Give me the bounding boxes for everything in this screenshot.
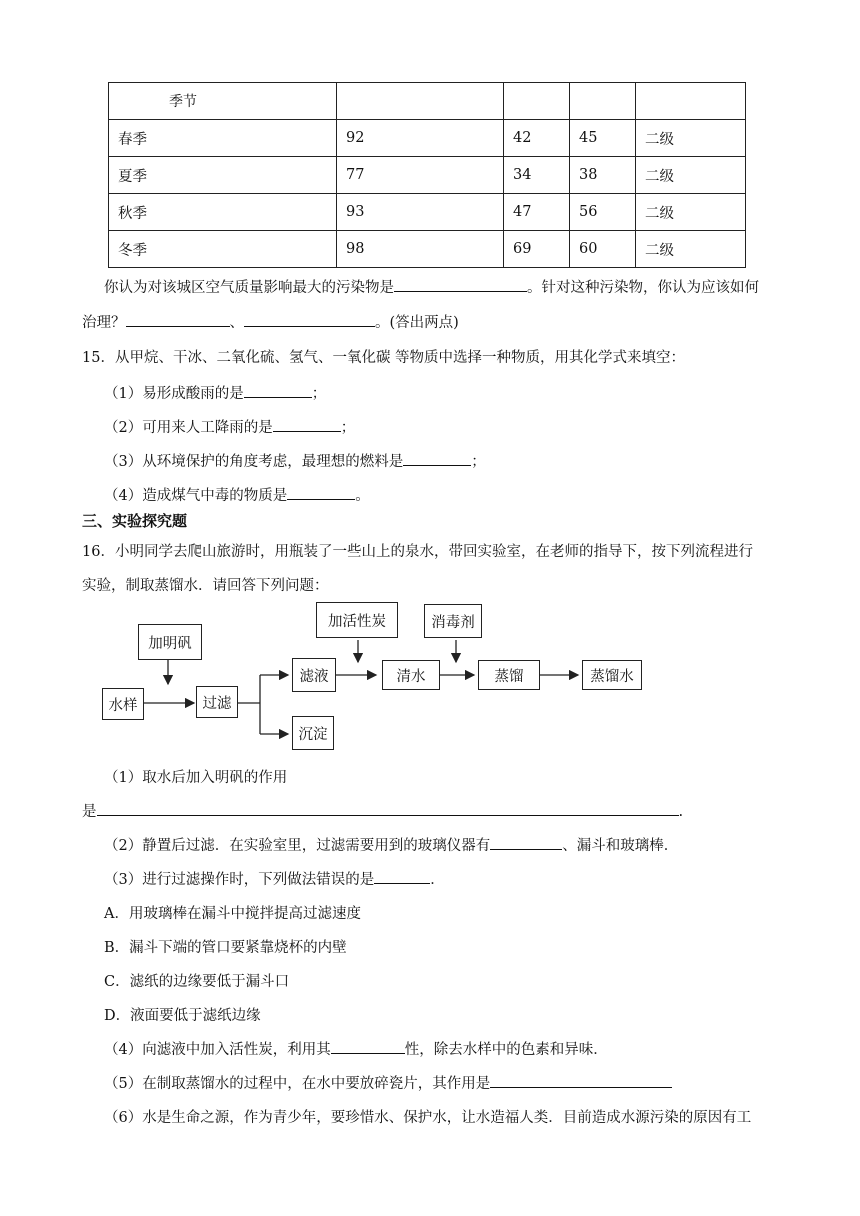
option-a: A．用玻璃棒在漏斗中搅拌提高过滤速度 [104,906,361,922]
q16-stem: 实验，制取蒸馏水．请回答下列问题： [82,578,329,594]
answer-blank[interactable] [374,869,430,884]
q14-text: 、 [229,315,244,331]
table-cell: 二级 [636,231,746,268]
section-title: 三、实验探究题 [82,512,188,530]
table-cell: 42 [504,120,570,157]
table-cell: 春季 [109,120,337,157]
option-b: B．漏斗下端的管口要紧靠烧杯的内壁 [104,940,347,956]
option-c: C．滤纸的边缘要低于漏斗口 [104,974,290,990]
flow-box-clear-water: 清水 [382,660,440,690]
q15-item-text: （2）可用来人工降雨的是 [104,420,273,436]
q16-text: 性，除去水样中的色素和异味． [404,1042,608,1058]
q16-part4 [104,1038,608,1059]
q16-part3 [104,868,445,889]
q14-text: 你认为对该城区空气质量影响最大的污染物是 [104,280,394,296]
answer-blank[interactable] [97,801,679,816]
answer-blank[interactable] [490,1073,672,1088]
flow-box-filtrate: 滤液 [292,658,336,692]
flow-box-carbon: 加活性炭 [316,602,398,638]
q16-text: . [678,804,684,820]
q16-part6: （6）水是生命之源，作为青少年，要珍惜水、保护水，让水造福人类．目前造成水源污染的原因有工 [104,1110,752,1126]
q15-item-text: （1）易形成酸雨的是 [104,386,244,402]
answer-blank[interactable] [490,835,562,850]
q16-part1: （1）取水后加入明矾的作用 [104,770,288,786]
flow-box-disinfectant: 消毒剂 [424,604,482,638]
flow-box-precipitate: 沉淀 [292,716,334,750]
q16-text: （4）向滤液中加入活性炭，利用其 [104,1042,331,1058]
q14-text: 。针对这种污染物，你认为应该如何 [527,280,759,296]
table-cell: 冬季 [109,231,337,268]
table-cell: 60 [570,231,636,268]
q16-stem: 16．小明同学去爬山旅游时，用瓶装了一些山上的泉水，带回实验室，在老师的指导下，按下列流程进行 [82,544,753,560]
q15-item-text: （4）造成煤气中毒的物质是 [104,488,288,504]
table-header-cell: 季节 [109,83,337,120]
table-cell: 38 [570,157,636,194]
table-cell: 93 [337,194,504,231]
q15-item-tail: ； [471,454,486,470]
q14-text: 。(答出两点) [375,315,459,331]
table-cell: 45 [570,120,636,157]
q16-text: ． [430,872,445,888]
option-d: D．液面要低于滤纸边缘 [104,1008,261,1024]
q16-text: （5）在制取蒸馏水的过程中，在水中要放碎瓷片，其作用是 [104,1076,491,1092]
table-cell: 二级 [636,120,746,157]
table-cell: 92 [337,120,504,157]
table-cell: 秋季 [109,194,337,231]
q14-text: 治理？ [82,315,126,331]
q16-text: 、漏斗和玻璃棒． [562,838,679,854]
q15-item-text: （3）从环境保护的角度考虑，最理想的燃料是 [104,454,404,470]
q16-part1-answer [82,800,683,821]
flow-box-alum: 加明矾 [138,624,202,660]
q16-text: 是 [82,804,97,820]
table-cell: 69 [504,231,570,268]
table-cell: 34 [504,157,570,194]
table-cell: 98 [337,231,504,268]
flow-box-filter: 过滤 [196,686,238,718]
table-cell: 二级 [636,194,746,231]
q15-item-tail: ； [340,420,356,436]
q16-part2 [104,834,678,855]
flow-box-distilled-water: 蒸馏水 [582,660,642,690]
table-cell: 47 [504,194,570,231]
q15-stem: 15．从甲烷、干冰、二氧化硫、氢气、一氧化碳 等物质中选择一种物质，用其化学式来填空： [82,350,686,366]
table-cell: 二级 [636,157,746,194]
q15-item-tail: ； [311,386,327,402]
flow-box-distill: 蒸馏 [478,660,540,690]
answer-blank[interactable] [331,1039,405,1054]
q16-part5 [104,1072,672,1093]
q16-text: （3）进行过滤操作时，下列做法错误的是 [104,872,375,888]
table-cell: 56 [570,194,636,231]
table-cell: 77 [337,157,504,194]
q15-item-tail: 。 [355,488,370,504]
table-cell: 夏季 [109,157,337,194]
flow-box-sample: 水样 [102,688,144,720]
q16-text: （2）静置后过滤．在实验室里，过滤需要用到的玻璃仪器有 [104,838,491,854]
